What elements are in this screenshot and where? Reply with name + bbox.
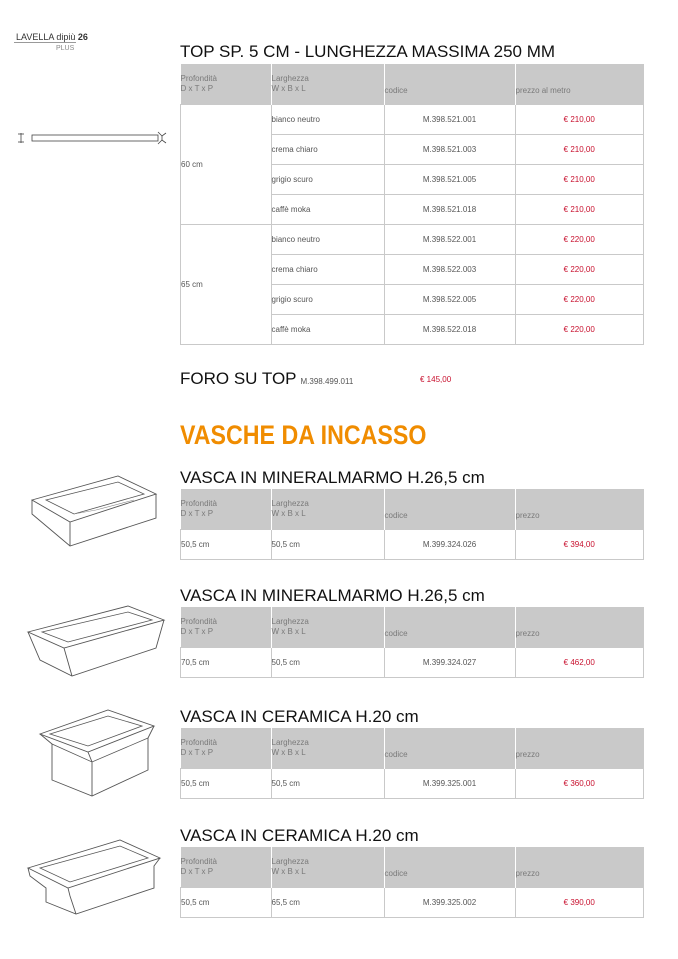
code-cell: M.398.522.001 bbox=[384, 224, 515, 254]
code-cell: M.399.324.027 bbox=[384, 647, 515, 677]
col-width-header: Larghezza W x B x L bbox=[271, 607, 384, 647]
price-cell: € 390,00 bbox=[515, 887, 644, 917]
color-cell: caffè moka bbox=[271, 314, 384, 344]
price-cell: € 210,00 bbox=[515, 164, 644, 194]
col-depth-header: Profondità D x T x P bbox=[181, 64, 272, 104]
col-code-header: codice bbox=[384, 847, 515, 887]
basin-title: VASCA IN CERAMICA H.20 cm bbox=[180, 707, 419, 726]
width-cell: 50,5 cm bbox=[271, 529, 384, 559]
page-header bbox=[16, 32, 88, 42]
color-cell: crema chiaro bbox=[271, 134, 384, 164]
top-price-table bbox=[180, 64, 644, 345]
header-divider bbox=[14, 42, 76, 43]
header-sub: PLUS bbox=[56, 45, 75, 52]
col-price-header: prezzo bbox=[515, 489, 644, 529]
col-price-header: prezzo al metro bbox=[515, 64, 644, 104]
col-width-header: Larghezza W x B x L bbox=[271, 64, 384, 104]
code-cell: M.399.325.002 bbox=[384, 887, 515, 917]
basin-illustration bbox=[24, 836, 164, 916]
code-cell: M.398.521.005 bbox=[384, 164, 515, 194]
depth-cell: 50,5 cm bbox=[181, 529, 272, 559]
basin-price-table bbox=[180, 728, 644, 799]
code-cell: M.399.325.001 bbox=[384, 768, 515, 798]
price-cell: € 394,00 bbox=[515, 529, 644, 559]
basin-price-table bbox=[180, 847, 644, 918]
price-cell: € 220,00 bbox=[515, 284, 644, 314]
price-cell: € 220,00 bbox=[515, 224, 644, 254]
basin-title: VASCA IN CERAMICA H.20 cm bbox=[180, 826, 419, 845]
depth-cell: 50,5 cm bbox=[181, 887, 272, 917]
width-cell: 65,5 cm bbox=[271, 887, 384, 917]
color-cell: crema chiaro bbox=[271, 254, 384, 284]
foro-code: M.398.499.011 bbox=[300, 377, 354, 386]
code-cell: M.398.521.001 bbox=[384, 104, 515, 134]
col-width-header: Larghezza W x B x L bbox=[271, 728, 384, 768]
brand-label: LAVELLA dipiù bbox=[16, 32, 76, 42]
col-code-header: codice bbox=[384, 728, 515, 768]
col-depth-header: Profondità D x T x P bbox=[181, 607, 272, 647]
basin-title: VASCA IN MINERALMARMO H.26,5 cm bbox=[180, 586, 485, 605]
code-cell: M.398.522.003 bbox=[384, 254, 515, 284]
code-cell: M.398.522.018 bbox=[384, 314, 515, 344]
basin-price-table bbox=[180, 489, 644, 560]
price-cell: € 220,00 bbox=[515, 254, 644, 284]
depth-cell: 70,5 cm bbox=[181, 647, 272, 677]
col-depth-header: Profondità D x T x P bbox=[181, 489, 272, 529]
depth-cell: 65 cm bbox=[181, 224, 272, 344]
page-number: 26 bbox=[77, 32, 88, 42]
price-cell: € 210,00 bbox=[515, 134, 644, 164]
basin-illustration bbox=[36, 704, 161, 800]
col-price-header: prezzo bbox=[515, 728, 644, 768]
col-code-header: codice bbox=[384, 607, 515, 647]
price-cell: € 360,00 bbox=[515, 768, 644, 798]
code-cell: M.398.521.018 bbox=[384, 194, 515, 224]
color-cell: bianco neutro bbox=[271, 224, 384, 254]
price-cell: € 462,00 bbox=[515, 647, 644, 677]
basin-price-table bbox=[180, 607, 644, 678]
color-cell: grigio scuro bbox=[271, 284, 384, 314]
col-depth-header: Profondità D x T x P bbox=[181, 847, 272, 887]
width-cell: 50,5 cm bbox=[271, 768, 384, 798]
foro-row bbox=[180, 369, 452, 389]
foro-title: FORO SU TOP bbox=[180, 369, 297, 388]
foro-price: € 145,00 bbox=[420, 375, 452, 384]
top-section-title: TOP SP. 5 CM - LUNGHEZZA MASSIMA 250 MM bbox=[180, 42, 556, 61]
col-code-header: codice bbox=[384, 489, 515, 529]
basin-title: VASCA IN MINERALMARMO H.26,5 cm bbox=[180, 468, 485, 487]
col-price-header: prezzo bbox=[515, 847, 644, 887]
code-cell: M.398.521.003 bbox=[384, 134, 515, 164]
top-profile-illustration bbox=[16, 130, 176, 146]
code-cell: M.399.324.026 bbox=[384, 529, 515, 559]
col-width-header: Larghezza W x B x L bbox=[271, 847, 384, 887]
col-price-header: prezzo bbox=[515, 607, 644, 647]
color-cell: grigio scuro bbox=[271, 164, 384, 194]
section-title: VASCHE DA INCASSO bbox=[180, 420, 427, 450]
price-cell: € 220,00 bbox=[515, 314, 644, 344]
width-cell: 50,5 cm bbox=[271, 647, 384, 677]
basin-illustration bbox=[24, 598, 169, 680]
color-cell: caffè moka bbox=[271, 194, 384, 224]
depth-cell: 60 cm bbox=[181, 104, 272, 224]
price-cell: € 210,00 bbox=[515, 194, 644, 224]
col-width-header: Larghezza W x B x L bbox=[271, 489, 384, 529]
col-depth-header: Profondità D x T x P bbox=[181, 728, 272, 768]
price-cell: € 210,00 bbox=[515, 104, 644, 134]
basin-illustration bbox=[24, 470, 164, 560]
color-cell: bianco neutro bbox=[271, 104, 384, 134]
code-cell: M.398.522.005 bbox=[384, 284, 515, 314]
depth-cell: 50,5 cm bbox=[181, 768, 272, 798]
col-code-header: codice bbox=[384, 64, 515, 104]
